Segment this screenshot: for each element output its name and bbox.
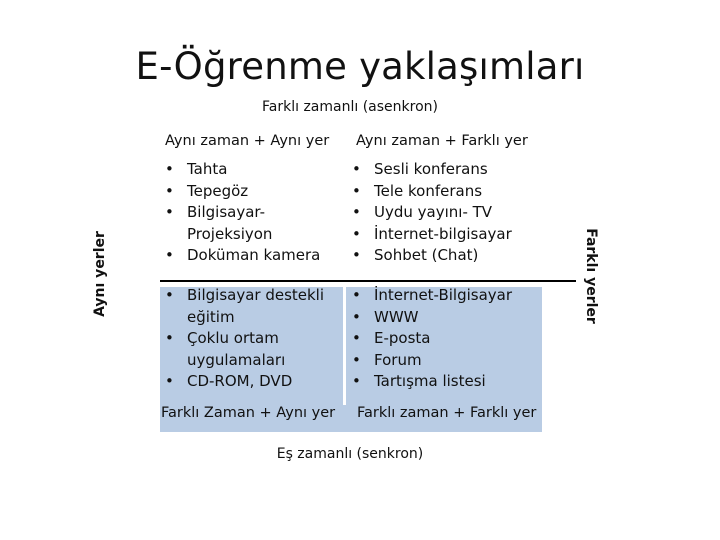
list-item: • WWW (352, 307, 542, 329)
list-item: • Bilgisayar-Projeksiyon (165, 202, 335, 245)
axis-label-same-places: Aynı yerler (92, 231, 108, 317)
list-item: • Bilgisayar destekli eğitim (165, 285, 340, 328)
list-item: • Tele konferans (352, 181, 552, 203)
list-item: • Forum (352, 350, 542, 372)
list-item: • Çoklu ortam uygulamaları (165, 328, 340, 371)
list-item: • Tartışma listesi (352, 371, 542, 393)
horizontal-divider (160, 280, 576, 282)
quadrant-heading-top-left: Aynı zaman + Aynı yer (165, 133, 330, 149)
list-item: • CD-ROM, DVD (165, 371, 340, 393)
list-item: • Sesli konferans (352, 159, 552, 181)
list-item: • Tahta (165, 159, 335, 181)
quadrant-list-bottom-right (352, 285, 542, 393)
axis-label-asynchronous: Farklı zamanlı (asenkron) (262, 99, 438, 115)
quadrant-heading-bottom-left: Farklı Zaman + Aynı yer (161, 405, 336, 421)
list-item: • Tepegöz (165, 181, 335, 203)
quadrant-heading-bottom-right: Farklı zaman + Farklı yer (357, 405, 537, 421)
quadrant-list-bottom-left (165, 285, 340, 393)
axis-label-synchronous: Eş zamanlı (senkron) (276, 446, 424, 462)
list-item: • E-posta (352, 328, 542, 350)
quadrant-heading-top-right: Aynı zaman + Farklı yer (356, 133, 528, 149)
list-item: • Uydu yayını- TV (352, 202, 552, 224)
quadrant-list-top-left (165, 159, 335, 267)
list-item: • Sohbet (Chat) (352, 245, 552, 267)
axis-label-different-places: Farklı yerler (583, 228, 599, 324)
list-item: • İnternet-Bilgisayar (352, 285, 542, 307)
list-item: • İnternet-bilgisayar (352, 224, 552, 246)
vertical-divider (343, 287, 346, 405)
page-title: E-Öğrenme yaklaşımları (135, 45, 585, 88)
list-item: • Doküman kamera (165, 245, 335, 267)
quadrant-list-top-right (352, 159, 552, 267)
